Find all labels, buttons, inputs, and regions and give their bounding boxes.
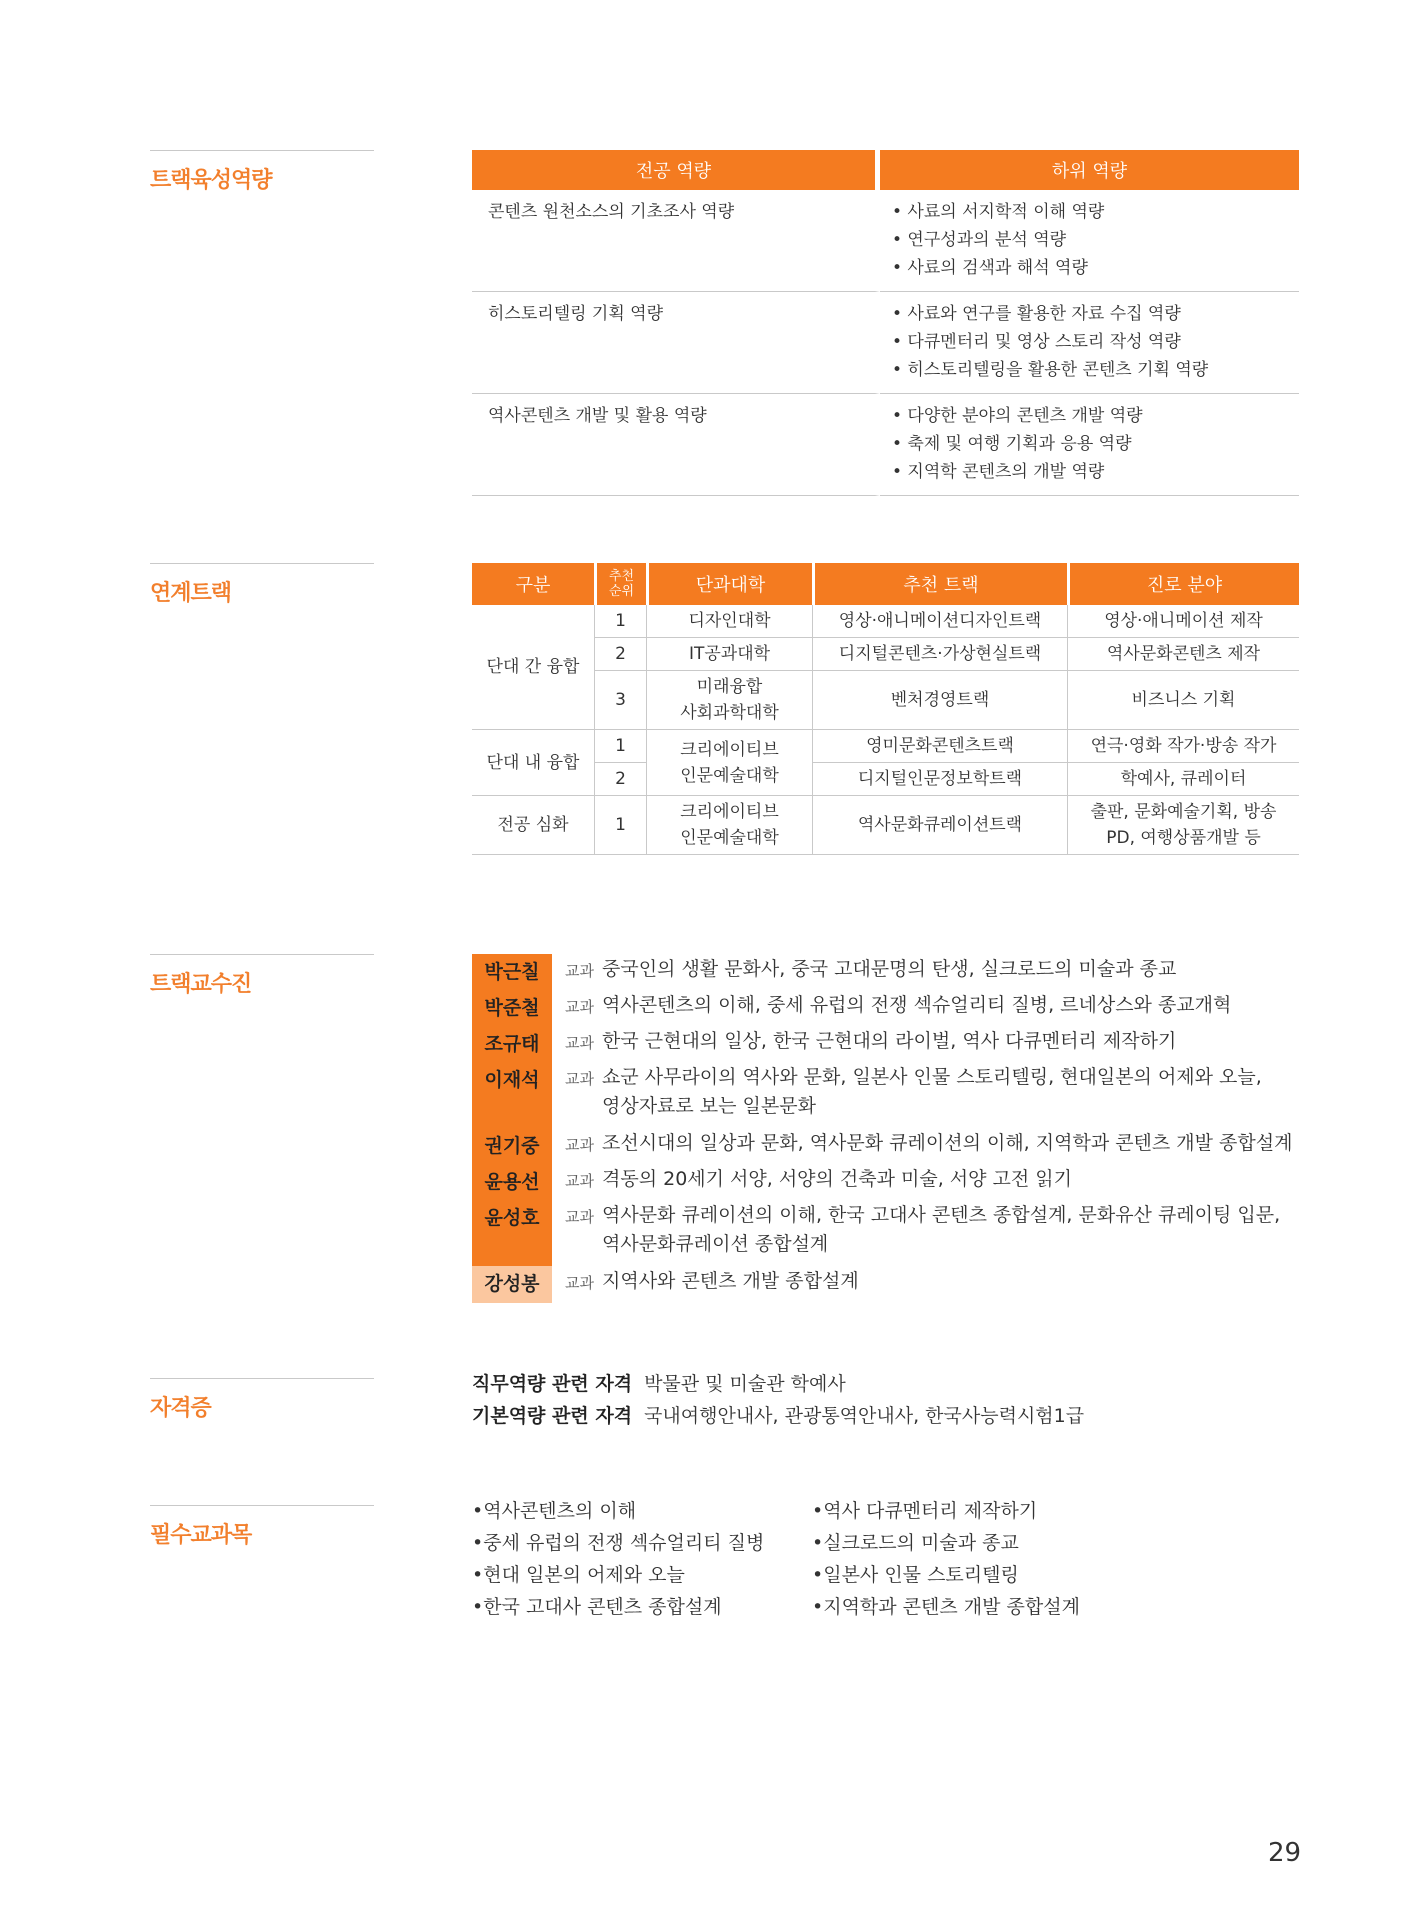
career-cell: 출판, 문화예술기획, 방송 PD, 여행상품개발 등 [1067,796,1299,855]
linked-table-block [472,563,1299,855]
basic-certificate-value: 국내여행안내사, 관광통역안내사, 한국사능력시험1급 [644,1405,1085,1427]
table-row [472,638,1299,671]
career-cell: 비즈니스 기획 [1067,671,1299,730]
section-title-professors: 트랙교수진 [150,954,374,998]
competency-table [472,150,1299,496]
section-title-competency: 트랙육성역량 [150,150,374,194]
category-cell: 전공 심화 [472,796,594,855]
professor-name: 윤성호 [472,1200,552,1266]
section-title-linked-tracks: 연계트랙 [150,563,374,607]
course-tag: 교과 [565,1034,594,1052]
list-item: • 역사콘텐츠의 이해 [472,1495,764,1527]
track-cell: 역사문화큐레이션트랙 [812,796,1067,855]
table-row [472,763,1299,796]
list-item [472,990,1299,1026]
header-career: 진로 분야 [1067,563,1299,605]
course-list: 역사콘텐츠의 이해, 중세 유럽의 전쟁 섹슈얼리티 질병, 르네상스와 종교개혁 [602,994,1232,1016]
rank-cell: 3 [594,671,646,730]
competency-table-block [472,150,1299,496]
list-item [472,954,1299,990]
required-courses-left [472,1495,764,1623]
course-list: 한국 근현대의 일상, 한국 근현대의 라이벌, 역사 다큐멘터리 제작하기 [602,1030,1177,1052]
course-tag: 교과 [565,998,594,1016]
major-competency: 콘텐츠 원천소스의 기초조사 역량 [472,190,880,292]
college-cell: 디자인대학 [646,605,812,638]
professor-name: 박근칠 [472,954,552,990]
category-cell: 단대 내 융합 [472,730,594,796]
header-college: 단과대학 [646,563,812,605]
table-row [472,796,1299,855]
course-tag: 교과 [565,1172,594,1190]
sub-competency-list [892,198,1283,282]
course-tag: 교과 [565,1208,594,1226]
job-certificate-label: 직무역량 관련 자격 [472,1373,633,1395]
rank-cell: 1 [594,796,646,855]
professor-name: 조규태 [472,1026,552,1062]
table-row [472,190,1299,292]
college-cell: 크리에이티브 인문예술대학 [646,796,812,855]
list-item: • 역사 다큐멘터리 제작하기 [812,1495,1080,1527]
list-item: • 사료의 검색과 해석 역량 [892,258,1088,278]
college-cell: 크리에이티브 인문예술대학 [646,730,812,796]
category-cell: 단대 간 융합 [472,605,594,730]
table-row [472,292,1299,394]
career-cell: 학예사, 큐레이터 [1067,763,1299,796]
linked-tracks-table [472,563,1299,855]
job-certificate-value: 박물관 및 미술관 학예사 [644,1373,846,1395]
sub-competency-list [892,300,1283,384]
list-item [472,1026,1299,1062]
professor-name: 이재석 [472,1062,552,1128]
professor-name: 박준철 [472,990,552,1026]
career-cell: 연극·영화 작가·방송 작가 [1067,730,1299,763]
list-item: • 사료의 서지학적 이해 역량 [892,202,1105,222]
basic-certificate-label: 기본역량 관련 자격 [472,1405,633,1427]
list-item: • 다큐멘터리 및 영상 스토리 작성 역량 [892,332,1181,352]
course-tag: 교과 [565,1274,594,1292]
certificates-block [472,1368,1299,1432]
header-major-competency: 전공 역량 [472,150,880,190]
track-cell: 영미문화콘텐츠트랙 [812,730,1067,763]
track-cell: 디지털인문정보학트랙 [812,763,1067,796]
list-item: • 한국 고대사 콘텐츠 종합설계 [472,1591,764,1623]
course-list: 조선시대의 일상과 문화, 역사문화 큐레이션의 이해, 지역학과 콘텐츠 개발 종합설계 [602,1132,1293,1154]
course-list: 쇼군 사무라이의 역사와 문화, 일본사 인물 스토리텔링, 현대일본의 어제와 오늘, 영상자료로 보는 일본문화 [602,1066,1262,1117]
professor-list [472,954,1299,1303]
list-item [472,1128,1299,1164]
list-item [472,1266,1299,1303]
required-courses-block [472,1495,1299,1635]
list-item: • 중세 유럽의 전쟁 섹슈얼리티 질병 [472,1527,764,1559]
page-number: 29 [1268,1838,1302,1868]
course-tag: 교과 [565,962,594,980]
list-item: • 일본사 인물 스토리텔링 [812,1559,1080,1591]
list-item [472,1062,1299,1128]
job-certificate [472,1368,1299,1400]
list-item: • 지역학과 콘텐츠 개발 종합설계 [812,1591,1080,1623]
list-item [472,1164,1299,1200]
table-row [472,394,1299,496]
track-cell: 영상·애니메이션디자인트랙 [812,605,1067,638]
course-list: 격동의 20세기 서양, 서양의 건축과 미술, 서양 고전 읽기 [602,1168,1073,1190]
list-item: • 사료와 연구를 활용한 자료 수집 역량 [892,304,1181,324]
table-row [472,730,1299,763]
list-item: • 실크로드의 미술과 종교 [812,1527,1080,1559]
major-competency: 히스토리텔링 기획 역량 [472,292,880,394]
list-item [472,1200,1299,1266]
course-tag: 교과 [565,1136,594,1154]
professor-name: 권기중 [472,1128,552,1164]
rank-cell: 1 [594,730,646,763]
course-list: 지역사와 콘텐츠 개발 종합설계 [602,1270,859,1292]
header-rank: 추천 순위 [594,563,646,605]
list-item: • 연구성과의 분석 역량 [892,230,1067,250]
college-cell: IT공과대학 [646,638,812,671]
college-cell: 미래융합 사회과학대학 [646,671,812,730]
rank-cell: 1 [594,605,646,638]
basic-certificate [472,1400,1299,1432]
course-tag: 교과 [565,1070,594,1088]
track-cell: 디지털콘텐츠·가상현실트랙 [812,638,1067,671]
required-courses-right [812,1495,1080,1623]
sub-competency-list [892,402,1283,486]
major-competency: 역사콘텐츠 개발 및 활용 역량 [472,394,880,496]
list-item: • 축제 및 여행 기획과 응용 역량 [892,434,1132,454]
professor-name: 강성봉 [472,1266,552,1303]
list-item: • 지역학 콘텐츠의 개발 역량 [892,462,1105,482]
header-category: 구분 [472,563,594,605]
career-cell: 영상·애니메이션 제작 [1067,605,1299,638]
section-title-certificates: 자격증 [150,1378,374,1422]
table-row [472,671,1299,730]
rank-cell: 2 [594,763,646,796]
course-list: 역사문화 큐레이션의 이해, 한국 고대사 콘텐츠 종합설계, 문화유산 큐레이팅 입문, 역사문화큐레이션 종합설계 [602,1204,1281,1255]
rank-cell: 2 [594,638,646,671]
track-cell: 벤처경영트랙 [812,671,1067,730]
list-item: • 히스토리텔링을 활용한 콘텐츠 기획 역량 [892,360,1209,380]
career-cell: 역사문화콘텐츠 제작 [1067,638,1299,671]
professor-name: 윤용선 [472,1164,552,1200]
list-item: • 현대 일본의 어제와 오늘 [472,1559,764,1591]
header-track: 추천 트랙 [812,563,1067,605]
course-list: 중국인의 생활 문화사, 중국 고대문명의 탄생, 실크로드의 미술과 종교 [602,958,1177,980]
list-item: • 다양한 분야의 콘텐츠 개발 역량 [892,406,1143,426]
header-sub-competency: 하위 역량 [880,150,1299,190]
section-title-required-courses: 필수교과목 [150,1505,374,1549]
table-row [472,605,1299,638]
